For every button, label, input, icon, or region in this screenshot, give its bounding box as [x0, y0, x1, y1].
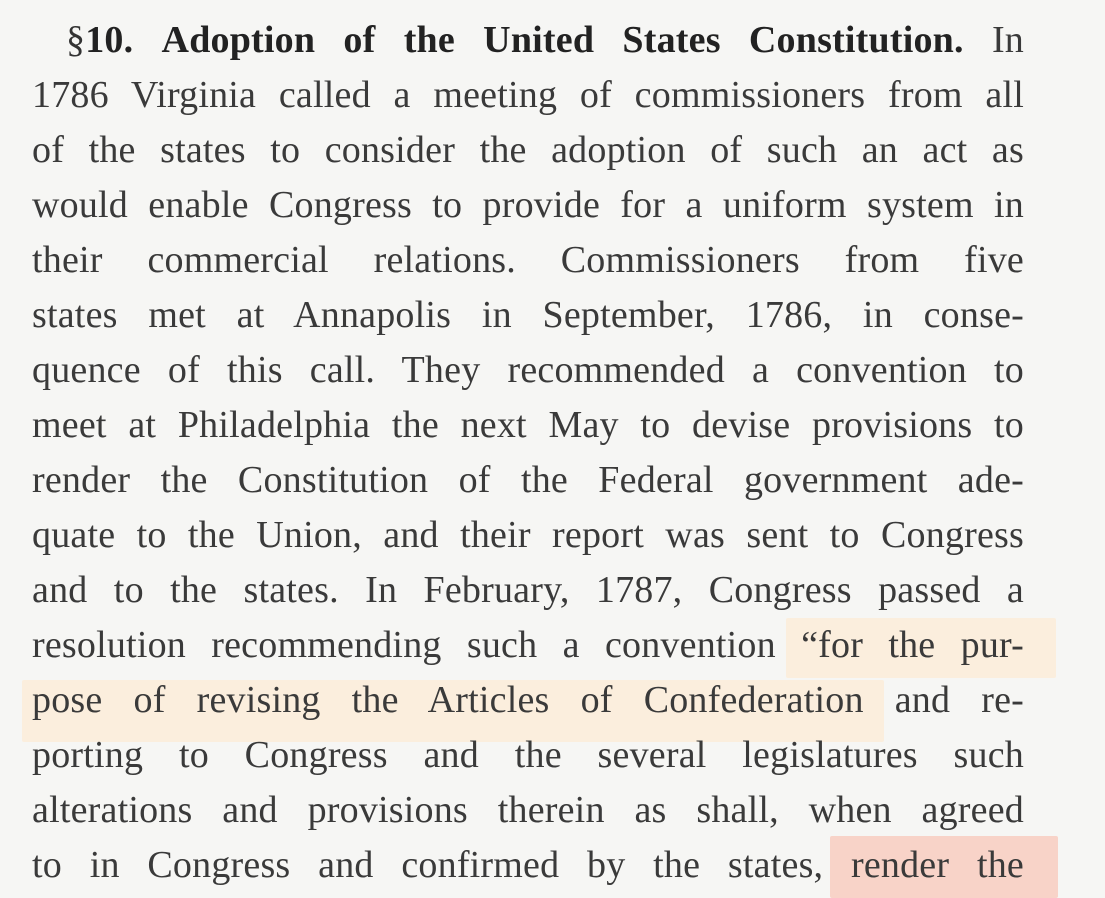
text-line-4: their commercial relations. Commissioners from five: [32, 239, 1024, 281]
text-line-6: quence of this call. They recommended a convention to: [32, 349, 1024, 391]
text-line-2: of the states to consider the adoption of such an act as: [32, 129, 1024, 171]
text-line-8: render the Constitution of the Federal government ade-: [32, 459, 1024, 501]
text-line-0: In: [991, 19, 1025, 61]
text-line-10: and to the states. In February, 1787, Congress passed a: [32, 569, 1024, 611]
text-line-5: states met at Annapolis in September, 1786, in conse-: [32, 294, 1024, 336]
section-heading: Adoption of the United States Constitution.: [161, 19, 964, 61]
text-line-9: quate to the Union, and their report was sent to Congress: [32, 514, 1024, 556]
text-line-11: resolution recommending such a convention “for the pur-: [32, 624, 1024, 666]
text-line-13: porting to Congress and the several legislatures such: [32, 734, 1024, 776]
text-line-15: to in Congress and confirmed by the states, render the: [32, 844, 1024, 886]
text-line-14: alterations and provisions therein as shall, when agreed: [32, 789, 1024, 831]
text-line-1: 1786 Virginia called a meeting of commissioners from all: [32, 74, 1024, 116]
text-line-7: meet at Philadelphia the next May to devise provisions to: [32, 404, 1024, 446]
section-heading-line: [66, 12, 1024, 68]
text-line-12: pose of revising the Articles of Confederation and re-: [32, 679, 1024, 721]
section-number: 10.: [85, 19, 134, 61]
text-line-3: would enable Congress to provide for a uniform system in: [32, 184, 1024, 226]
section-sign: §: [66, 19, 86, 61]
